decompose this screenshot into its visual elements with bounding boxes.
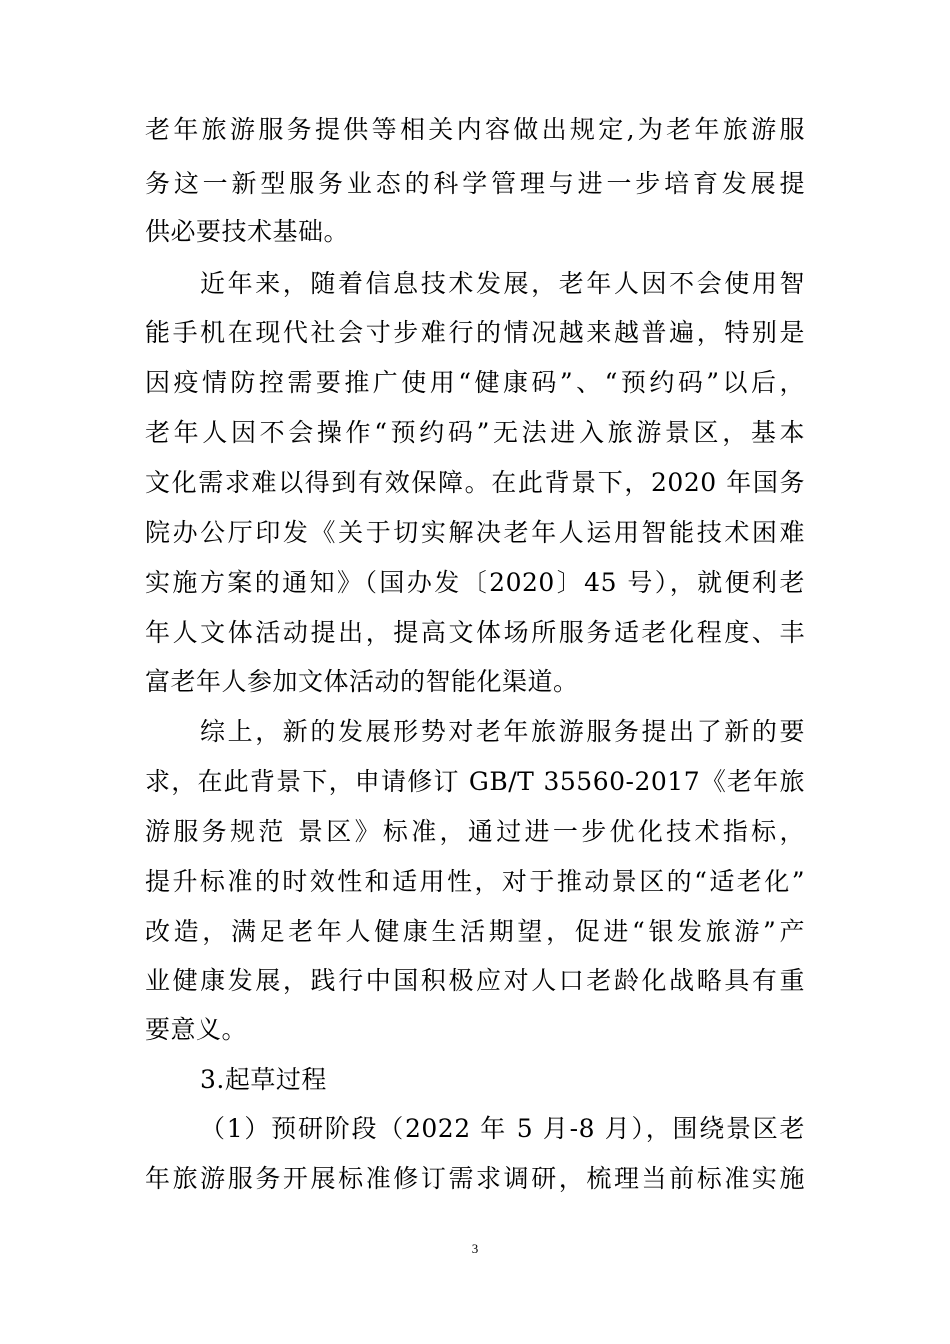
paragraph-3-line-6: 业健康发展，践行中国积极应对人口老龄化战略具有重 <box>145 966 805 995</box>
paragraph-3-line-3: 游服务规范 景区》标准，通过进一步优化技术指标， <box>145 817 805 846</box>
paragraph-3-line-5: 改造，满足老年人健康生活期望，促进“银发旅游”产 <box>145 917 805 946</box>
paragraph-1-line-3: 供必要技术基础。 <box>145 217 350 246</box>
section-heading: 3.起草过程 <box>200 1065 327 1094</box>
paragraph-1-line-1: 老年旅游服务提供等相关内容做出规定,为老年旅游服 <box>145 115 805 144</box>
paragraph-3-line-2: 求，在此背景下，申请修订 GB/T 35560-2017《老年旅 <box>145 767 805 796</box>
paragraph-2-line-7: 实施方案的通知》（国办发〔2020〕45 号），就便利老 <box>145 568 805 597</box>
paragraph-4-line-2: 年旅游服务开展标准修订需求调研，梳理当前标准实施 <box>145 1164 805 1193</box>
paragraph-2-line-9: 富老年人参加文体活动的智能化渠道。 <box>145 667 579 696</box>
paragraph-2-line-2: 能手机在现代社会寸步难行的情况越来越普遍，特别是 <box>145 318 805 347</box>
paragraph-2-line-1: 近年来，随着信息技术发展，老年人因不会使用智 <box>200 269 805 298</box>
paragraph-3-line-7: 要意义。 <box>145 1015 248 1044</box>
paragraph-3-line-4: 提升标准的时效性和适用性，对于推动景区的“适老化” <box>145 867 805 896</box>
paragraph-2-line-5: 文化需求难以得到有效保障。在此背景下，2020 年国务 <box>145 468 805 497</box>
paragraph-4-line-1: （1）预研阶段（2022 年 5 月-8 月），围绕景区老 <box>200 1114 805 1143</box>
paragraph-2-line-6: 院办公厅印发《关于切实解决老年人运用智能技术困难 <box>145 518 805 547</box>
paragraph-2-line-8: 年人文体活动提出，提高文体场所服务适老化程度、丰 <box>145 618 805 647</box>
paragraph-2-line-4: 老年人因不会操作“预约码”无法进入旅游景区，基本 <box>145 418 805 447</box>
page-number: 3 <box>471 1241 479 1256</box>
paragraph-1-line-2: 务这一新型服务业态的科学管理与进一步培育发展提 <box>145 169 805 198</box>
paragraph-3-line-1: 综上，新的发展形势对老年旅游服务提出了新的要 <box>200 717 805 746</box>
paragraph-2-line-3: 因疫情防控需要推广使用“健康码”、“预约码”以后， <box>145 368 805 397</box>
